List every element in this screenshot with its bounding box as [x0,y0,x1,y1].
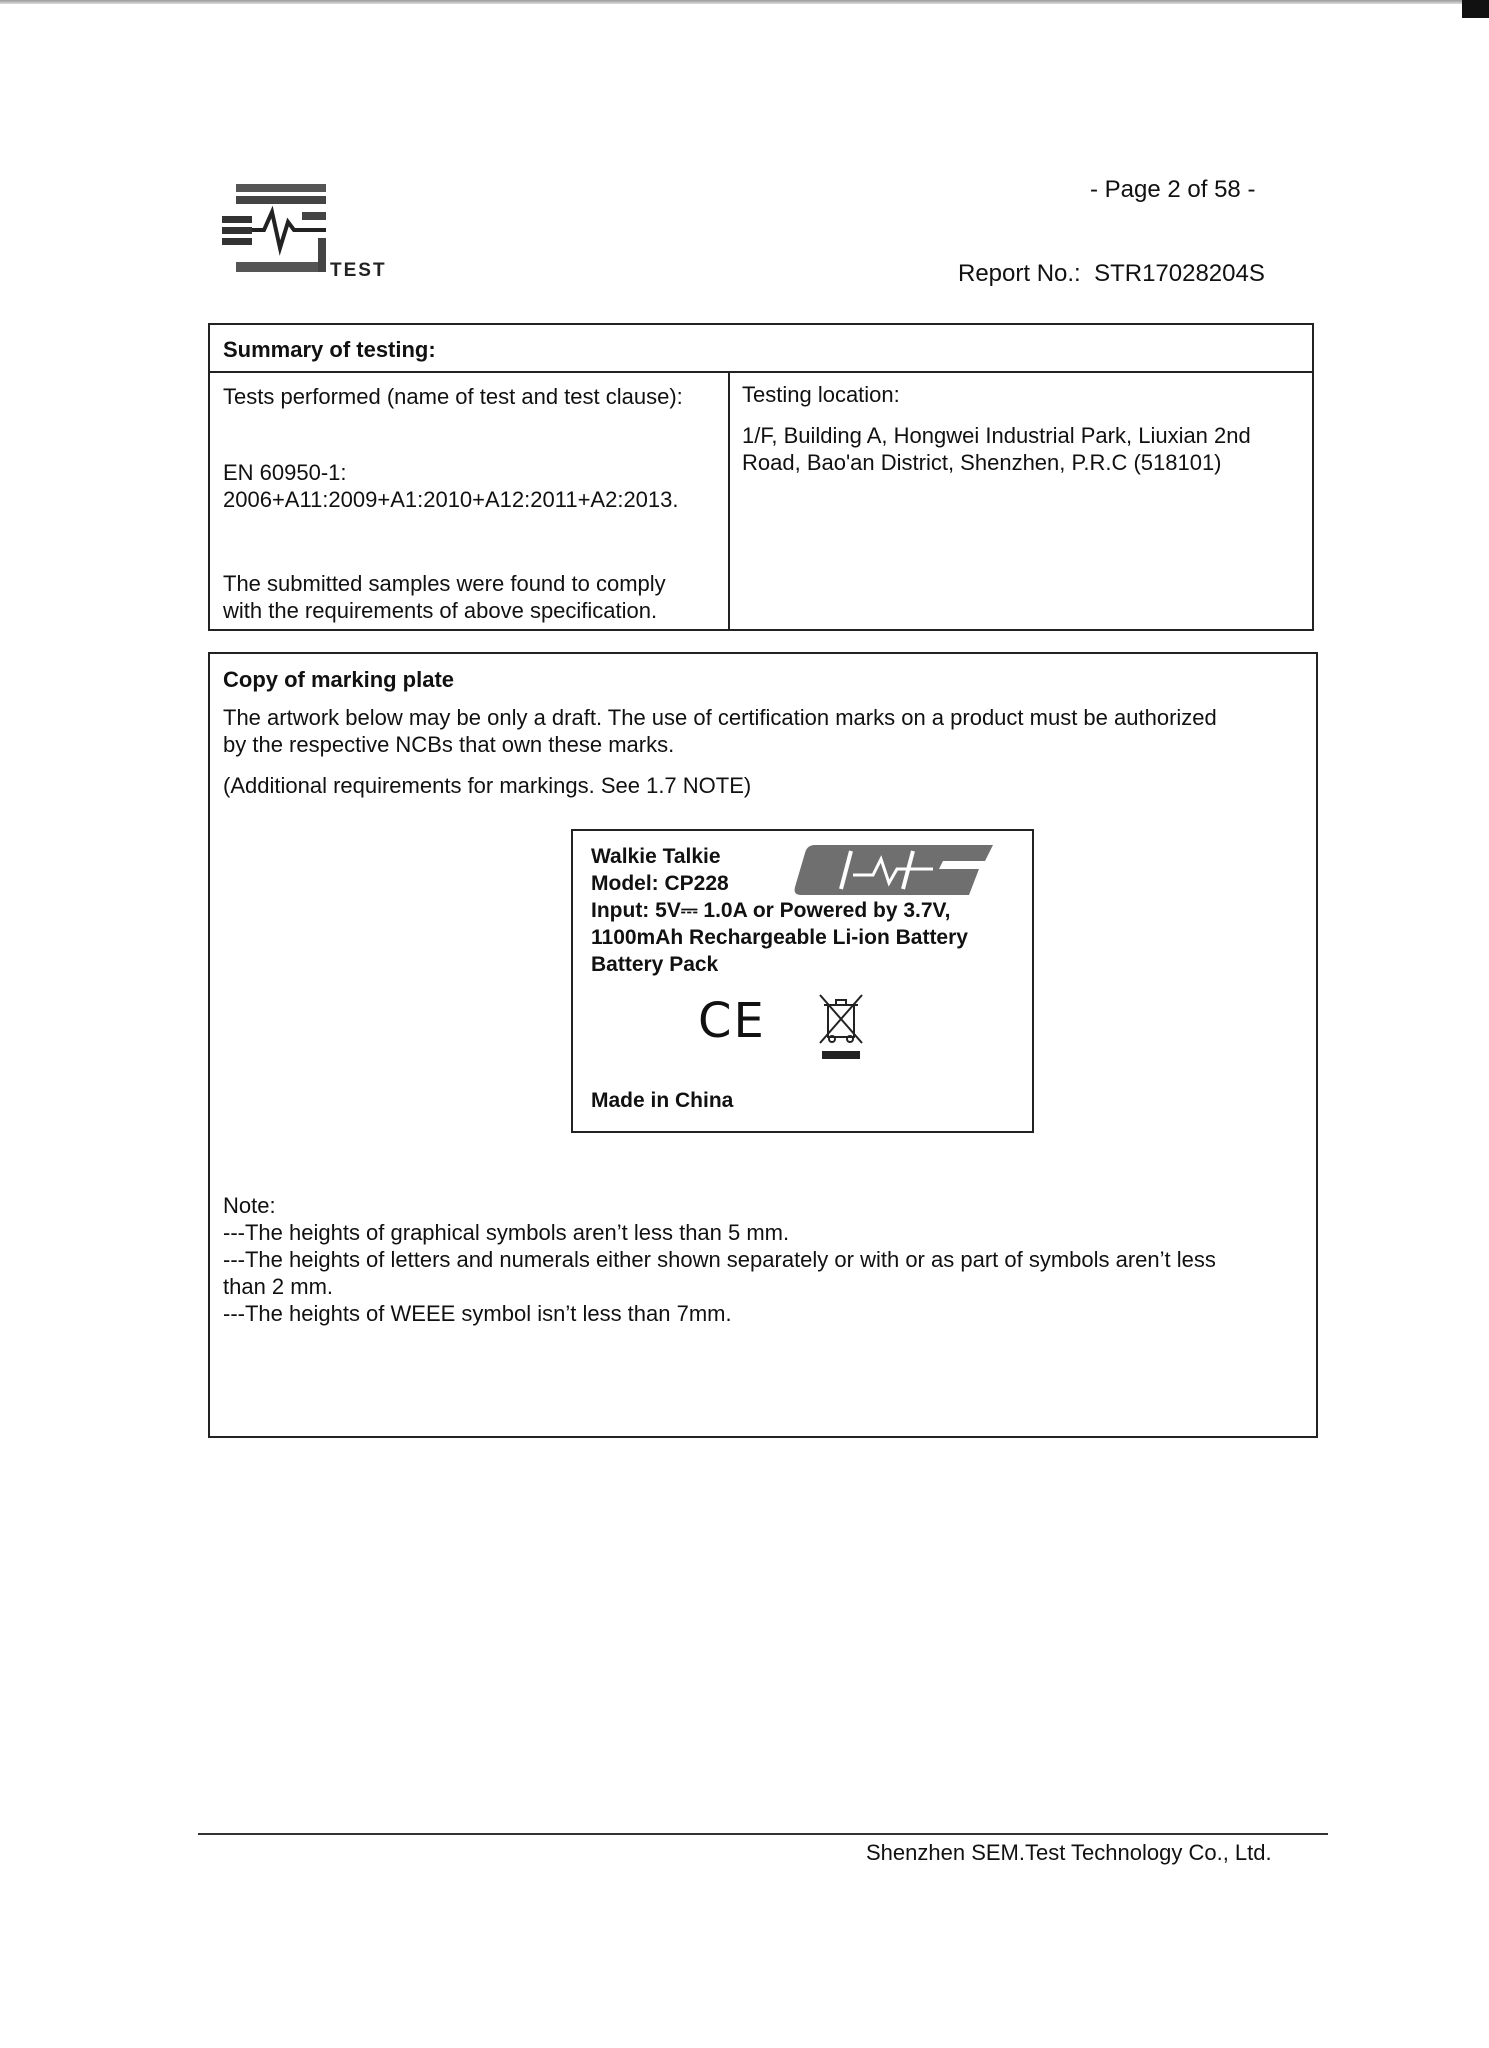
column-divider [728,373,730,631]
label-made-in: Made in China [591,1089,734,1112]
note-line-4: ---The heights of WEEE symbol isn’t less than 7mm. [223,1301,732,1326]
ce-mark: CE [698,993,766,1049]
footer-divider [198,1833,1328,1835]
marking-plate-title: Copy of marking plate [223,667,455,692]
summary-title: Summary of testing: [223,337,436,362]
label-input: Input: 5V⎓ 1.0A or Powered by 3.7V, [591,899,951,922]
additional-requirements: (Additional requirements for markings. See 1.7 NOTE) [223,773,752,798]
note-line-1: ---The heights of graphical symbols aren’t less than 5 mm. [223,1220,790,1245]
label-model: Model: CP228 [591,872,729,895]
label-product: Walkie Talkie [591,845,721,868]
address-line-1: 1/F, Building A, Hongwei Industrial Park, Liuxian 2nd [742,423,1251,448]
cps-logo-icon [793,839,1003,901]
summary-table [208,323,1314,631]
standard-line-2: 2006+A11:2009+A1:2010+A12:2011+A2:2013. [223,487,679,512]
note-line-3: than 2 mm. [223,1274,334,1299]
scan-edge-corner [1462,0,1489,18]
report-value: STR17028204S [1094,260,1265,287]
result-line-2: with the requirements of above specification. [223,598,658,623]
sem-logo-icon [222,182,332,278]
note-line-2: ---The heights of letters and numerals either shown separately or with or as part of symbols aren’t less [223,1247,1216,1272]
marking-label [571,829,1034,1133]
sem-test-logo [222,182,392,282]
intro-line-1: The artwork below may be only a draft. The use of certification marks on a product must be authorized [223,705,1217,730]
testing-location-heading: Testing location: [742,382,900,407]
intro-line-2: by the respective NCBs that own these marks. [223,732,675,757]
result-line-1: The submitted samples were found to comply [223,571,666,596]
label-battery-pack: Battery Pack [591,953,719,976]
scan-edge-top [0,0,1489,4]
note-title: Note: [223,1193,276,1218]
summary-header [210,325,1312,373]
logo-text: TEST [330,260,387,281]
report-label: Report No.: [958,260,1081,287]
report-number [958,260,1265,288]
address-line-2: Road, Bao'an District, Shenzhen, P.R.C (518101) [742,450,1222,475]
standard-line-1: EN 60950-1: [223,460,347,485]
weee-bin-icon [816,993,866,1061]
tests-performed-heading: Tests performed (name of test and test clause): [223,384,683,409]
label-battery: 1100mAh Rechargeable Li-ion Battery [591,926,968,949]
page-number: - Page 2 of 58 - [1090,176,1256,203]
footer-company: Shenzhen SEM.Test Technology Co., Ltd. [866,1840,1272,1865]
marking-plate-section [208,652,1318,1438]
